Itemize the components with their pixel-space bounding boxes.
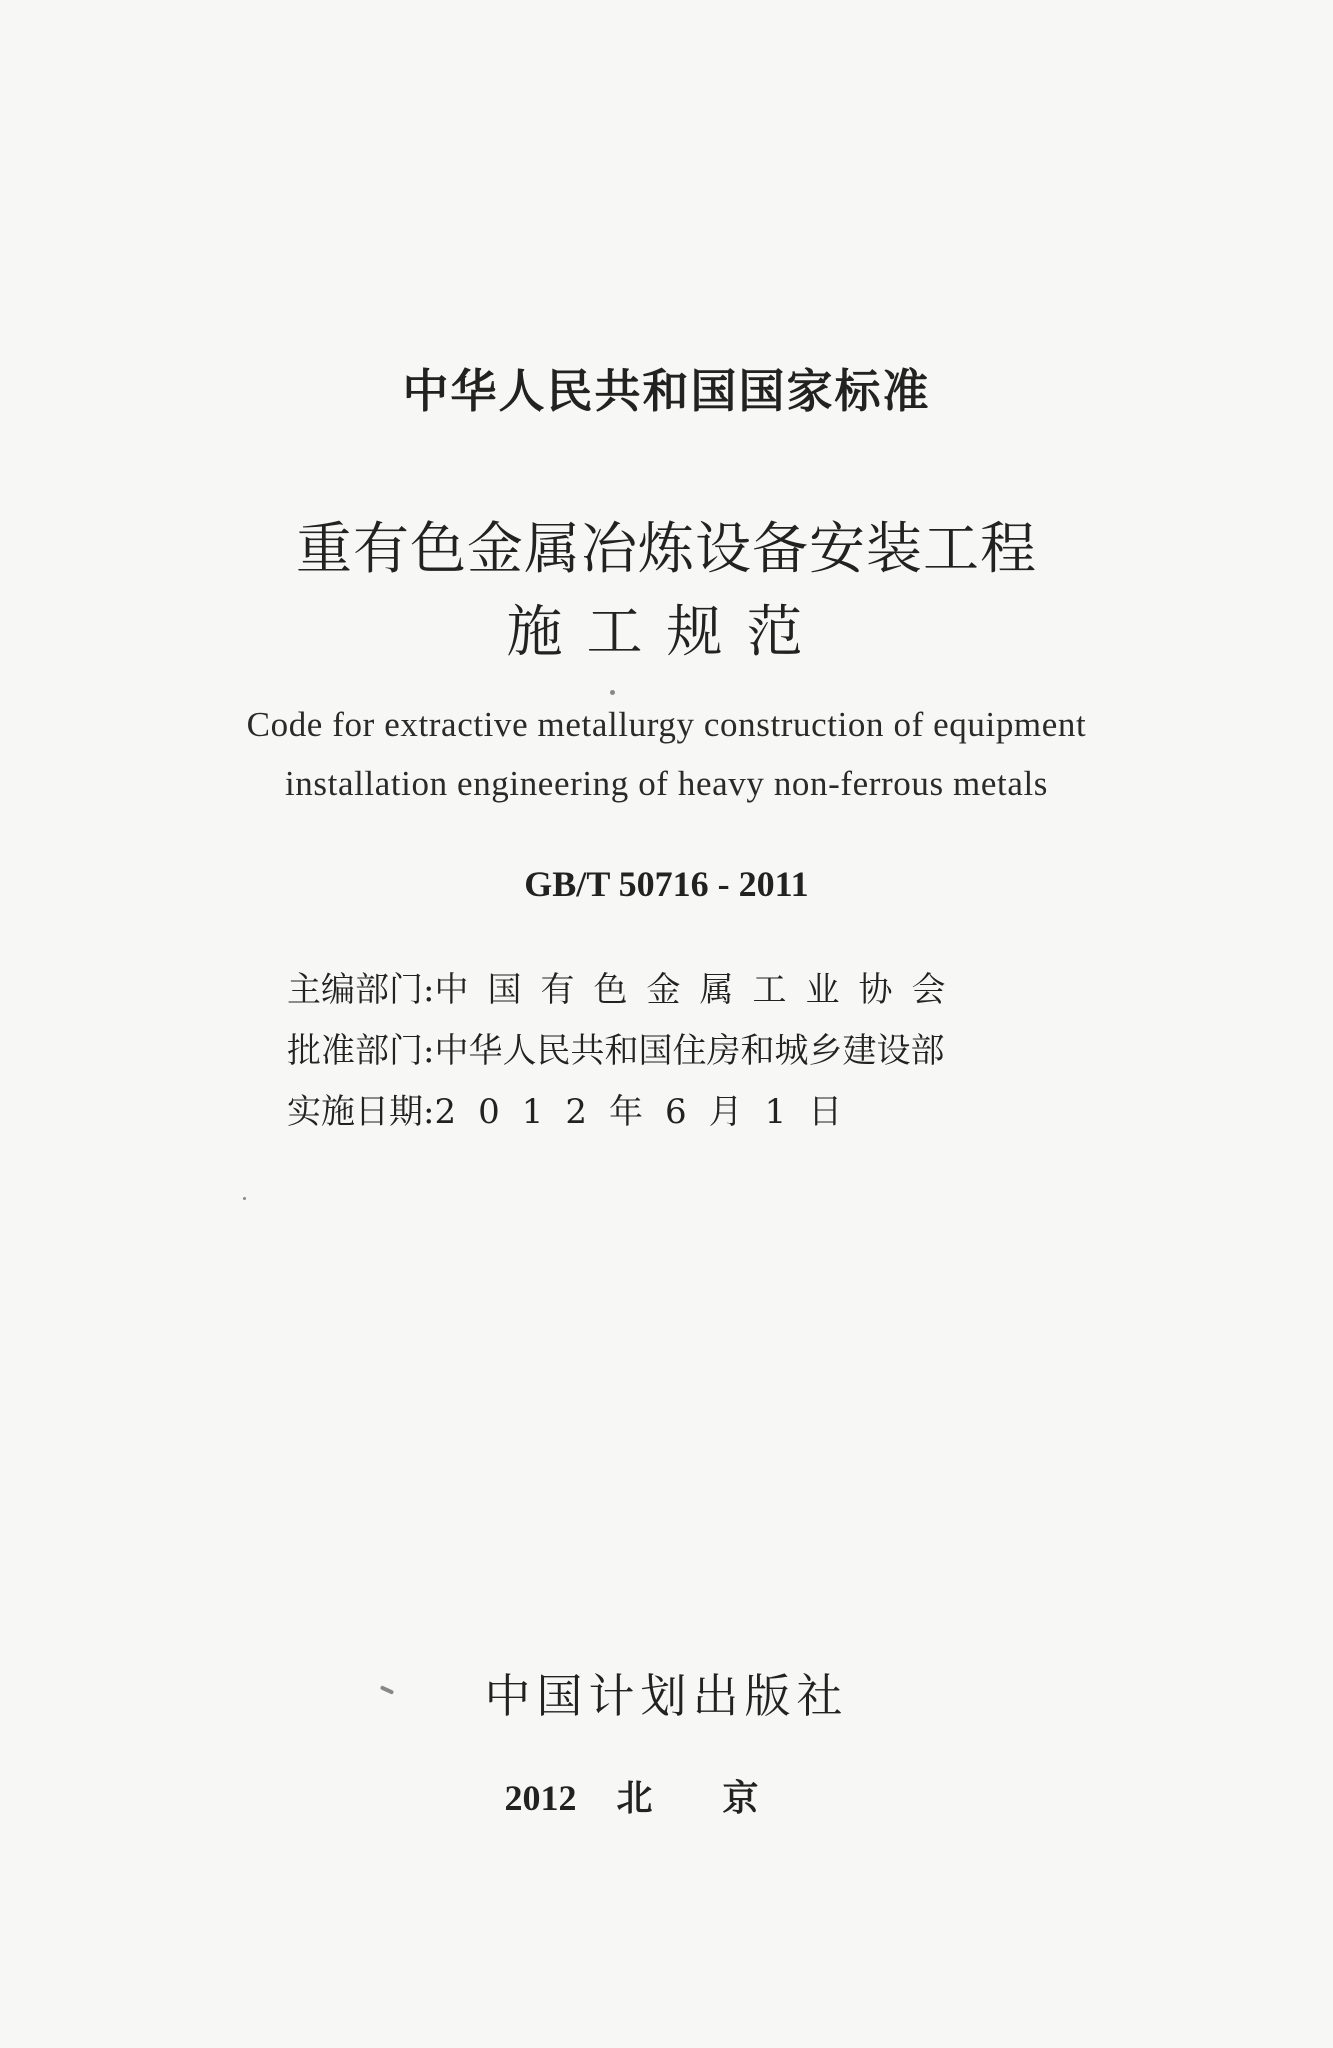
imprint-city: 北京 <box>616 1778 829 1819</box>
imprint-line <box>0 1770 1333 1821</box>
standard-number: GB/T 50716 - 2011 <box>524 864 809 904</box>
english-title-line-1: Code for extractive metallurgy construction of equipment <box>246 705 1087 744</box>
chief-editor-row <box>287 962 964 1011</box>
chief-editor-value: 中国有色金属工业协会 <box>434 970 965 1010</box>
chief-editor-label: 主编部门: <box>287 970 435 1010</box>
national-standard-heading: 中华人民共和国国家标准 <box>402 364 931 418</box>
approver-value: 中华人民共和国住房和城乡建设部 <box>434 1031 945 1071</box>
imprint-year: 2012 <box>504 1778 577 1818</box>
approver-label: 批准部门: <box>287 1031 435 1071</box>
effective-date-row <box>287 1084 864 1133</box>
effective-date-value: 2012年6月1日 <box>434 1092 865 1132</box>
chinese-title-line-2: 施工规范 <box>506 600 827 665</box>
scan-speck <box>610 690 615 695</box>
english-title-line-2: installation engineering of heavy non-ferrous metals <box>284 764 1049 803</box>
effective-date-label: 实施日期: <box>287 1092 435 1132</box>
approver-row <box>287 1023 944 1072</box>
scan-speck <box>243 1197 246 1200</box>
publisher-name: 中国计划出版社 <box>484 1669 849 1723</box>
chinese-title-line-1: 重有色金属冶炼设备安装工程 <box>296 517 1037 582</box>
